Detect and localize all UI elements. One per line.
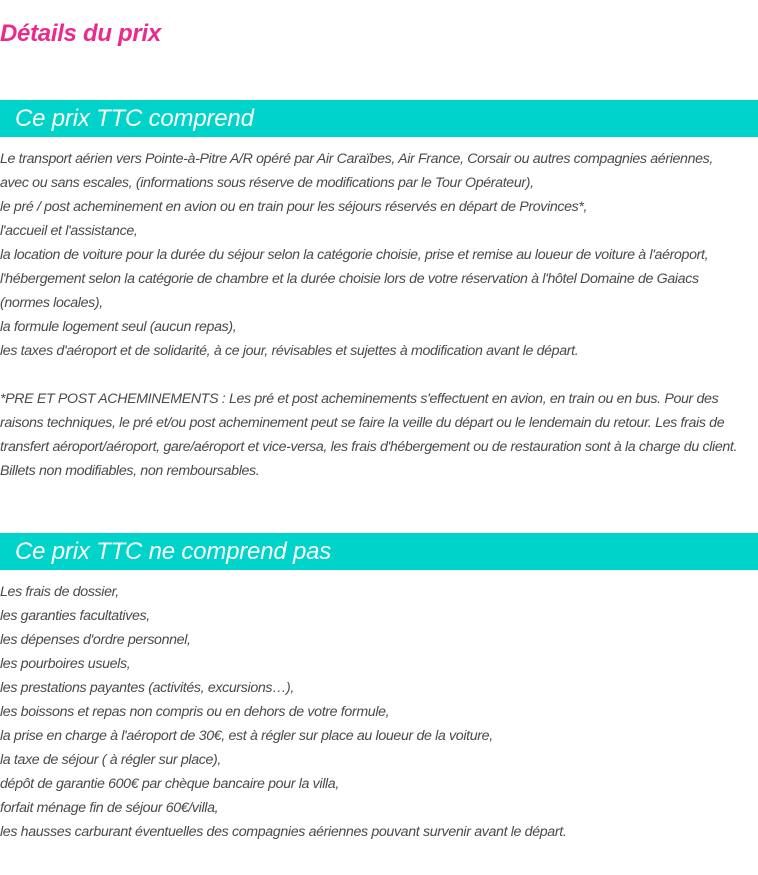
- excludes-item: la prise en charge à l'aéroport de 30€, est à régler sur place au loueur de la voiture,: [0, 728, 493, 744]
- includes-item: la formule logement seul (aucun repas),: [0, 319, 237, 335]
- excludes-item: les garanties facultatives,: [0, 608, 150, 624]
- includes-item: Le transport aérien vers Pointe-à-Pitre A/R opéré par Air Caraïbes, Air France, Corsair ou autres compagnies aériennes,: [0, 151, 714, 167]
- excludes-heading: Ce prix TTC ne comprend pas: [15, 538, 332, 565]
- excludes-item: les boissons et repas non compris ou en dehors de votre formule,: [0, 704, 390, 720]
- excludes-item: forfait ménage fin de séjour 60€/villa,: [0, 800, 219, 816]
- excludes-item: les prestations payantes (activités, excursions…),: [0, 680, 294, 696]
- includes-list: [0, 147, 758, 363]
- includes-item: l'hébergement selon la catégorie de chambre et la durée choisie lors de votre réservation à l'hôtel Domaine de Gaiacs: [0, 271, 699, 287]
- excludes-item: la taxe de séjour ( à régler sur place),: [0, 752, 221, 768]
- excludes-item: Les frais de dossier,: [0, 584, 119, 600]
- includes-item: (normes locales),: [0, 295, 103, 311]
- transfer-note-text: *PRE ET POST ACHEMINEMENTS : Les pré et post acheminements s'effectuent en avion, en train ou en bus. Pour des raisons techniques, le pré et/ou post acheminement peut se faire la veille du départ ou le lendemain du retour. Les frais de transfert aéroport/aéroport, gare/aéroport et vice-versa, les frais d'hébergement ou de restauration sont à la charge du client. Billets non modifiables, non remboursables.: [0, 391, 738, 479]
- excludes-item: les dépenses d'ordre personnel,: [0, 632, 191, 648]
- transfer-note: [0, 387, 758, 483]
- includes-heading: Ce prix TTC comprend: [15, 105, 254, 132]
- includes-item: le pré / post acheminement en avion ou en train pour les séjours réservés en départ de Provinces*,: [0, 199, 588, 215]
- includes-item: avec ou sans escales, (informations sous réserve de modifications par le Tour Opérateur),: [0, 175, 534, 191]
- includes-item: l'accueil et l'assistance,: [0, 223, 138, 239]
- excludes-item: les pourboires usuels,: [0, 656, 131, 672]
- includes-item: les taxes d'aéroport et de solidarité, à ce jour, révisables et sujettes à modification avant le départ.: [0, 343, 579, 359]
- excludes-section-header: [0, 533, 758, 570]
- excludes-list: [0, 580, 758, 844]
- excludes-item: dépôt de garantie 600€ par chèque bancaire pour la villa,: [0, 776, 339, 792]
- includes-section-header: [0, 100, 758, 137]
- page-title: Détails du prix: [0, 20, 161, 47]
- excludes-item: les hausses carburant éventuelles des compagnies aériennes pouvant survenir avant le départ.: [0, 824, 567, 840]
- includes-item: la location de voiture pour la durée du séjour selon la catégorie choisie, prise et remise au loueur de voiture à l'aéroport,: [0, 247, 709, 263]
